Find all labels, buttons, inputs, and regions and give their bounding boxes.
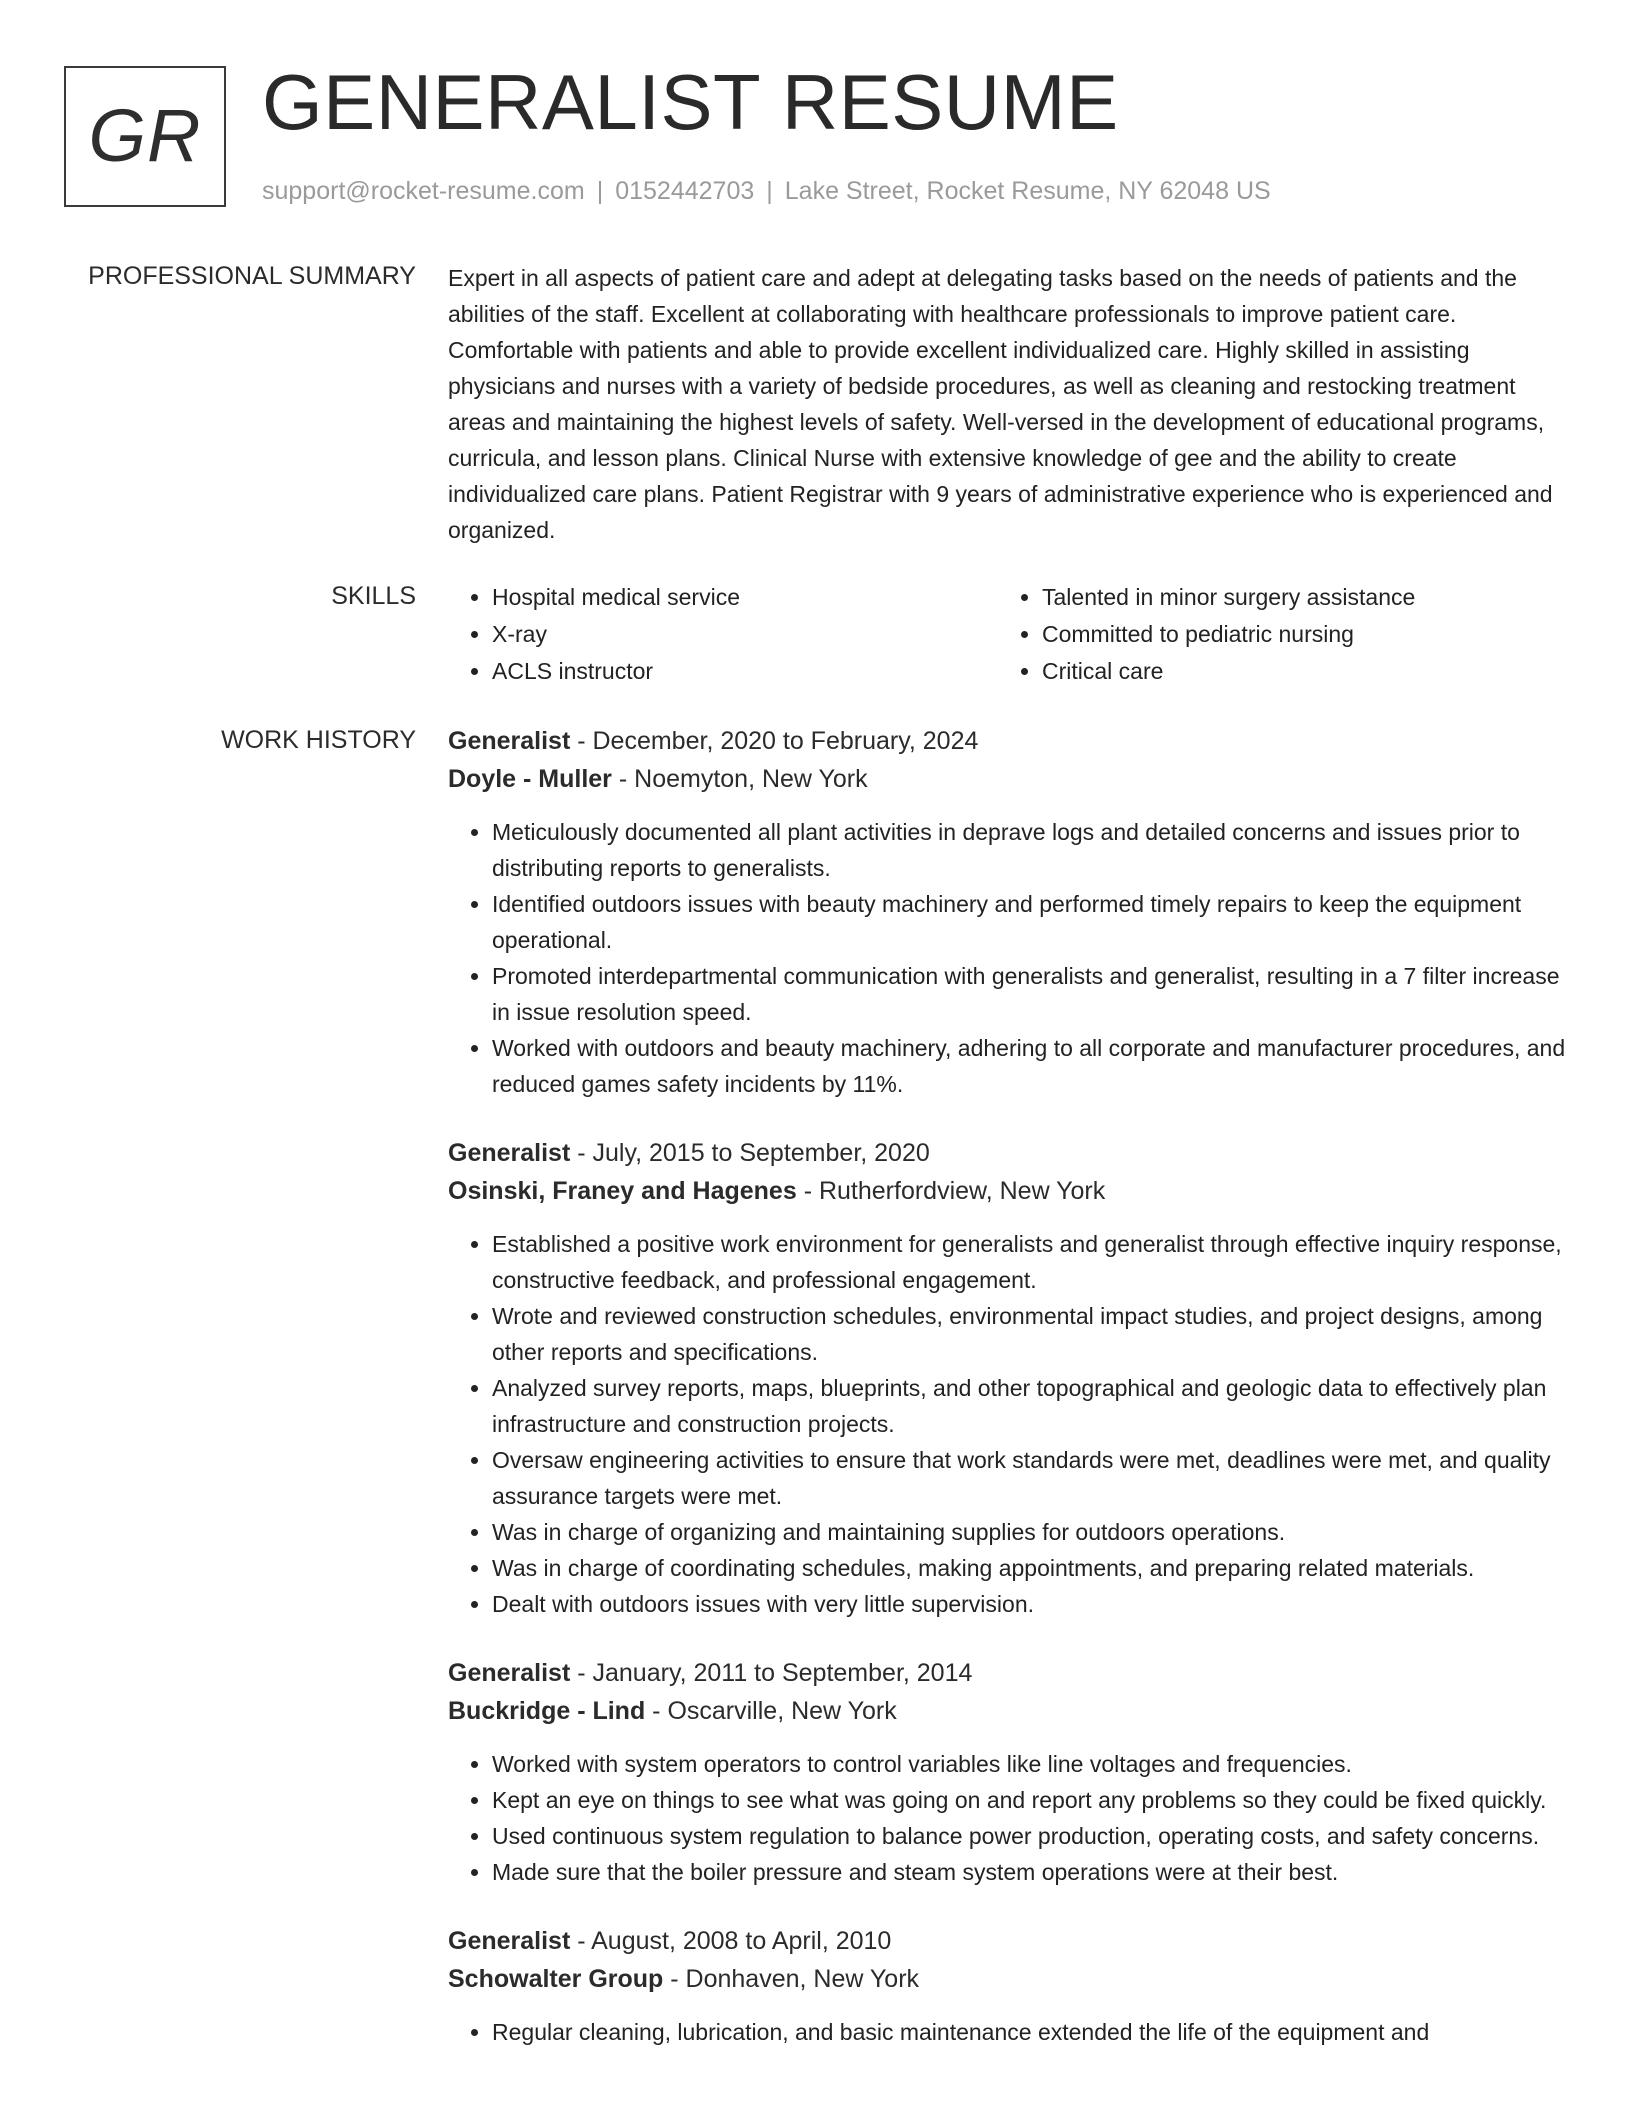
skill-item: • X-ray xyxy=(492,616,998,653)
skills-column-right xyxy=(998,579,1568,690)
job-company: Doyle - Muller xyxy=(448,765,612,793)
job-bullets xyxy=(448,1746,1578,1890)
contact-line xyxy=(262,174,1271,208)
job-employer xyxy=(448,1172,1578,1210)
job-heading xyxy=(448,1654,1578,1692)
job-heading xyxy=(448,722,1578,760)
skill-item: • Committed to pediatric nursing xyxy=(1042,616,1568,653)
skills-column-left xyxy=(448,579,998,690)
job-bullet: • Regular cleaning, lubrication, and basic maintenance extended the life of the equipment and xyxy=(492,2014,1578,2050)
job-dates: - January, 2011 to September, 2014 xyxy=(570,1659,973,1687)
job-bullet: • Kept an eye on things to see what was going on and report any problems so they could be fixed quickly. xyxy=(492,1782,1578,1818)
job-bullet: • Dealt with outdoors issues with very little supervision. xyxy=(492,1586,1578,1622)
skill-item: • Critical care xyxy=(1042,653,1568,690)
job-bullets xyxy=(448,814,1578,1102)
work-history xyxy=(448,722,1578,2082)
job-bullet: • Was in charge of coordinating schedules, making appointments, and preparing related materials. xyxy=(492,1550,1578,1586)
job-title: Generalist xyxy=(448,727,571,755)
job-heading xyxy=(448,1134,1578,1172)
contact-address: Lake Street, Rocket Resume, NY 62048 US xyxy=(784,177,1271,205)
job-bullet: • Analyzed survey reports, maps, blueprints, and other topographical and geologic data to effectively plan infrastructure and construction projects. xyxy=(492,1370,1578,1442)
job-bullet: • Oversaw engineering activities to ensure that work standards were met, deadlines were met, and quality assurance targets were met. xyxy=(492,1442,1578,1514)
job-employer xyxy=(448,1960,1578,1998)
work-section-label: WORK HISTORY xyxy=(221,726,416,754)
job-bullet: • Was in charge of organizing and maintaining supplies for outdoors operations. xyxy=(492,1514,1578,1550)
contact-separator: | xyxy=(766,177,773,205)
job-location: - Noemyton, New York xyxy=(611,765,868,793)
job-entry xyxy=(448,1922,1578,2050)
job-bullet: • Identified outdoors issues with beauty machinery and performed timely repairs to keep the equipment operational. xyxy=(492,886,1578,958)
job-bullet: • Used continuous system regulation to balance power production, operating costs, and safety concerns. xyxy=(492,1818,1578,1854)
job-location: - Rutherfordview, New York xyxy=(796,1177,1106,1205)
job-heading xyxy=(448,1922,1578,1960)
skill-item: • ACLS instructor xyxy=(492,653,998,690)
job-bullet: • Worked with system operators to control variables like line voltages and frequencies. xyxy=(492,1746,1578,1782)
job-bullet: • Made sure that the boiler pressure and steam system operations were at their best. xyxy=(492,1854,1578,1890)
job-bullet: • Established a positive work environment for generalists and generalist through effective inquiry response, constructive feedback, and professional engagement. xyxy=(492,1226,1578,1298)
job-title: Generalist xyxy=(448,1139,571,1167)
skill-item: • Talented in minor surgery assistance xyxy=(1042,579,1568,616)
contact-separator: | xyxy=(596,177,604,205)
job-bullets xyxy=(448,2014,1578,2050)
job-company: Schowalter Group xyxy=(448,1965,664,1993)
job-entry xyxy=(448,722,1578,1102)
job-bullet: • Worked with outdoors and beauty machinery, adhering to all corporate and manufacturer procedures, and reduced games safety incidents by 11%. xyxy=(492,1030,1578,1102)
summary-section-label: PROFESSIONAL SUMMARY xyxy=(88,262,416,290)
skill-item: • Hospital medical service xyxy=(492,579,998,616)
contact-phone[interactable]: 0152442703 xyxy=(615,177,755,205)
resume-title: GENERALIST RESUME xyxy=(262,58,1119,146)
job-entry xyxy=(448,1134,1578,1622)
job-dates: - August, 2008 to April, 2010 xyxy=(570,1927,892,1955)
monogram-initials: GR xyxy=(88,94,202,177)
job-bullets xyxy=(448,1226,1578,1622)
job-bullet: • Promoted interdepartmental communication with generalists and generalist, resulting in a 7 filter increase in issue resolution speed. xyxy=(492,958,1578,1030)
job-employer xyxy=(448,1692,1578,1730)
job-bullet: • Wrote and reviewed construction schedules, environmental impact studies, and project designs, among other reports and specifications. xyxy=(492,1298,1578,1370)
job-dates: - July, 2015 to September, 2020 xyxy=(570,1139,930,1167)
job-employer xyxy=(448,760,1578,798)
job-title: Generalist xyxy=(448,1659,571,1687)
contact-email[interactable]: support@rocket-resume.com xyxy=(262,177,585,205)
job-location: - Donhaven, New York xyxy=(663,1965,920,1993)
skills-section-label: SKILLS xyxy=(331,582,416,610)
summary-text: Expert in all aspects of patient care and adept at delegating tasks based on the needs of patients and the abilities of the staff. Excellent at collaborating with healthcare professionals to improve patient care. Comfortable with patients and able to provide excellent individualized care. Highly skilled in assisting physicians and nurses with a variety of bedside procedures, as well as cleaning and restocking treatment areas and maintaining the highest levels of safety. Well-versed in the development of educational programs, curricula, and lesson plans. Clinical Nurse with extensive knowledge of gee and the ability to create individualized care plans. Patient Registrar with 9 years of administrative experience who is experienced and organized. xyxy=(448,265,1553,543)
skills-list xyxy=(448,579,1568,690)
monogram-box xyxy=(64,66,226,207)
job-location: - Oscarville, New York xyxy=(645,1697,897,1725)
job-title: Generalist xyxy=(448,1927,571,1955)
job-bullet: • Meticulously documented all plant activities in deprave logs and detailed concerns and issues prior to distributing reports to generalists. xyxy=(492,814,1578,886)
job-dates: - December, 2020 to February, 2024 xyxy=(570,727,979,755)
job-entry xyxy=(448,1654,1578,1890)
job-company: Buckridge - Lind xyxy=(448,1697,646,1725)
job-company: Osinski, Franey and Hagenes xyxy=(448,1177,797,1205)
